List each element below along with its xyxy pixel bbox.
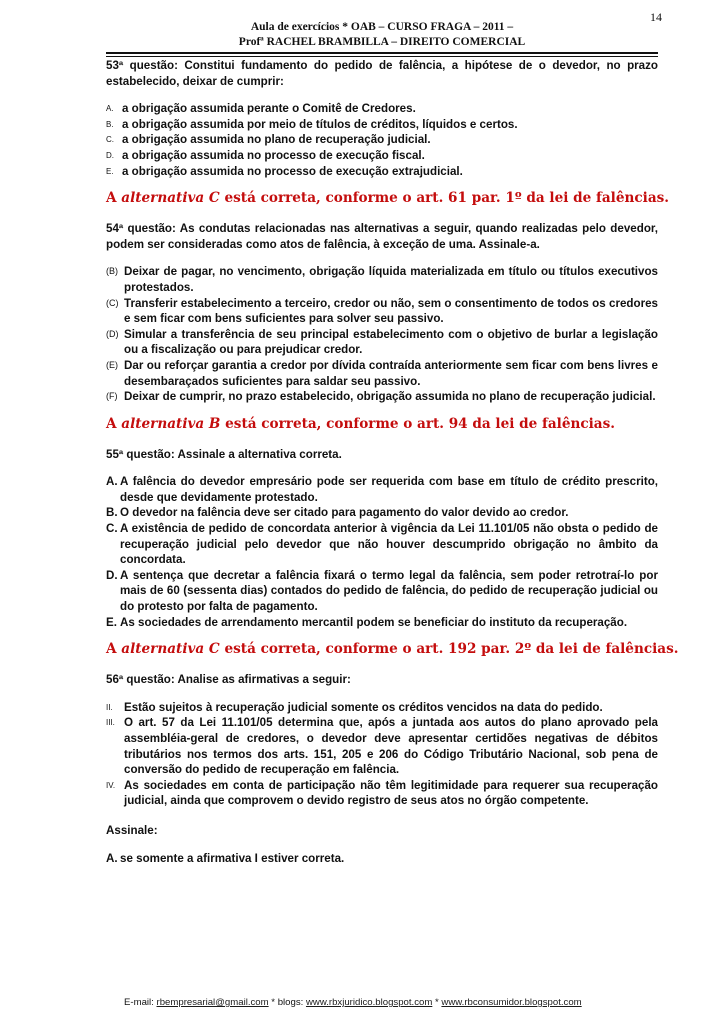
option-text: A existência de pedido de concordata anterior à vigência da Lei 11.101/05 não obsta o pedido de recuperação judicial pelo devedor que não houver descumprido obrigação no âmbito da concordata.	[120, 522, 658, 567]
option-text: As sociedades em conta de participação não têm legitimidade para requerer sua recuperação judicial, ainda que comprovem o devido registro de seus atos no órgão competente.	[124, 778, 658, 808]
question-56-statement-iii	[106, 715, 658, 777]
answer-prefix: A	[106, 190, 122, 207]
option-text: a obrigação assumida no plano de recuperação judicial.	[122, 133, 431, 147]
option-text: Deixar de cumprir, no prazo estabelecido, obrigação assumida no plano de recuperação judicial.	[124, 390, 656, 404]
question-56-assinale: Assinale:	[106, 823, 158, 837]
option-text: A falência do devedor empresário pode ser requerida com base em título de crédito prescrito, desde que devidamente protestado.	[120, 475, 658, 504]
question-56-statement-iv	[106, 778, 658, 809]
document-body	[106, 58, 679, 876]
question-53-option-e	[106, 164, 658, 180]
document-footer	[124, 997, 664, 1008]
option-text: Dar ou reforçar garantia a credor por dívida contraída anteriormente sem ficar com bens livres e desembaraçados suficientes para saldar seu passivo.	[124, 358, 658, 388]
option-label: III.	[106, 718, 115, 728]
option-label: (F)	[106, 391, 118, 402]
option-label: B.	[106, 506, 118, 520]
option-label: E.	[106, 615, 117, 629]
option-text: se somente a afirmativa I estiver correta.	[120, 851, 345, 865]
question-53-option-c	[106, 132, 658, 148]
header-line-teacher: Profª RACHEL BRAMBILLA – DIREITO COMERCIAL	[238, 36, 526, 48]
option-label: (D)	[106, 328, 119, 339]
question-54-option-e	[106, 358, 658, 389]
question-54-option-d	[106, 327, 658, 358]
footer-email-label: E-mail:	[124, 997, 157, 1008]
option-text: Simular a transferência de seu principal estabelecimento com o objetivo de burlar a legislação ou a fiscalização ou para prejudicar credor.	[124, 327, 658, 357]
footer-blog-juridico-link[interactable]: www.rbxjuridico.blogspot.com	[305, 997, 433, 1008]
option-text: a obrigação assumida no processo de execução fiscal.	[122, 148, 425, 162]
question-55-option-d	[106, 568, 658, 615]
answer-alternative: alternativa C	[121, 190, 220, 207]
footer-email-link[interactable]: rbempresarial@gmail.com	[156, 997, 269, 1008]
question-54-text: 54ª questão: As condutas relacionadas nas alternativas a seguir, quando realizadas pelo devedor, podem ser consideradas como atos de falência, à exceção de uma. Assinale-a.	[106, 222, 658, 251]
header-line-course: Aula de exercícios * OAB – CURSO FRAGA – 2011 –	[250, 21, 514, 33]
question-55-options	[106, 474, 658, 630]
footer-separator: * blogs:	[268, 997, 306, 1008]
footer-blog-consumidor-link[interactable]: www.rbconsumidor.blogspot.com	[441, 997, 582, 1008]
option-label: D.	[106, 150, 114, 160]
header-divider	[106, 52, 658, 57]
question-54-options	[106, 264, 658, 404]
question-55-option-a	[106, 474, 658, 505]
question-56-statement-ii	[106, 700, 658, 716]
question-54-option-b	[106, 264, 658, 295]
question-55-option-b	[106, 505, 658, 521]
option-text: a obrigação assumida no processo de execução extrajudicial.	[122, 164, 463, 178]
question-55-option-c	[106, 521, 658, 568]
option-label: D.	[106, 568, 118, 582]
question-56-text: 56ª questão: Analise as afirmativas a seguir:	[106, 673, 351, 687]
option-text: Transferir estabelecimento a terceiro, credor ou não, sem o consentimento de todos os credores e sem ficar com bens suficientes para solver seu passivo.	[124, 296, 658, 326]
option-text: Estão sujeitos à recuperação judicial somente os créditos vencidos na data do pedido.	[124, 700, 603, 714]
question-54-option-c	[106, 296, 658, 327]
option-text: O devedor na falência deve ser citado para pagamento do valor devido ao credor.	[120, 506, 569, 520]
question-53-option-a	[106, 101, 658, 117]
answer-prefix: A	[106, 641, 122, 658]
question-56-option-a	[106, 851, 658, 867]
option-text: A sentença que decretar a falência fixará o termo legal da falência, sem poder retrotraí-lo por mais de 60 (sessenta dias) contados do pedido de falência, do pedido de recuperação judicial ou do protesto por falta de pagamento.	[120, 568, 658, 614]
answer-prefix: A	[106, 415, 122, 432]
option-text: a obrigação assumida por meio de títulos de créditos, líquidos e certos.	[122, 117, 518, 131]
option-label: E.	[106, 166, 114, 176]
question-53-option-d	[106, 148, 658, 164]
option-label: (C)	[106, 297, 119, 308]
option-label: (B)	[106, 266, 118, 277]
footer-separator: *	[432, 997, 442, 1008]
question-54-option-f	[106, 389, 658, 405]
option-label: A.	[106, 104, 114, 114]
question-53-options	[106, 101, 658, 179]
option-text: a obrigação assumida perante o Comitê de Credores.	[122, 102, 416, 116]
page-number: 14	[650, 10, 662, 24]
question-54-answer	[106, 415, 658, 433]
question-55-option-e	[106, 615, 658, 631]
answer-justification: está correta, conforme o art. 94 da lei de falências.	[220, 415, 616, 432]
question-55-text: 55ª questão: Assinale a alternativa correta.	[106, 447, 342, 461]
answer-alternative: alternativa B	[121, 415, 221, 432]
question-56-statements	[106, 700, 658, 809]
option-label: C.	[106, 135, 114, 145]
question-53-answer	[106, 189, 670, 207]
answer-justification: está correta, conforme o art. 61 par. 1º da lei de falências.	[219, 190, 670, 207]
question-53-option-b	[106, 117, 658, 133]
document-header	[106, 20, 658, 50]
option-text: O art. 57 da Lei 11.101/05 determina que, após a juntada aos autos do plano aprovado pela assembléia-geral de credores, o devedor deve apresentar certidões negativas de débitos tributários nos termos dos arts. 151, 205 e 206 do Código Tributário Nacional, sob pena de conversão do pedido de recuperação em falência.	[124, 716, 658, 777]
option-label: II.	[106, 702, 113, 712]
option-label: A.	[106, 475, 118, 489]
answer-justification: está correta, conforme o art. 192 par. 2º da lei de falências.	[219, 641, 679, 658]
option-label: C.	[106, 522, 118, 536]
question-56-options	[106, 851, 658, 867]
question-53-text: 53ª questão: Constitui fundamento do pedido de falência, a hipótese de o devedor, no prazo estabelecido, deixar de cumprir:	[106, 59, 658, 88]
option-text: Deixar de pagar, no vencimento, obrigação líquida materializada em título ou títulos executivos protestados.	[124, 265, 658, 294]
option-label: B.	[106, 119, 114, 129]
question-55-answer	[106, 640, 679, 658]
option-label: A.	[106, 851, 118, 865]
answer-alternative: alternativa C	[121, 641, 220, 658]
option-label: (E)	[106, 359, 118, 370]
option-text: As sociedades de arrendamento mercantil podem se beneficiar do instituto da recuperação.	[120, 615, 628, 629]
option-label: IV.	[106, 780, 116, 790]
